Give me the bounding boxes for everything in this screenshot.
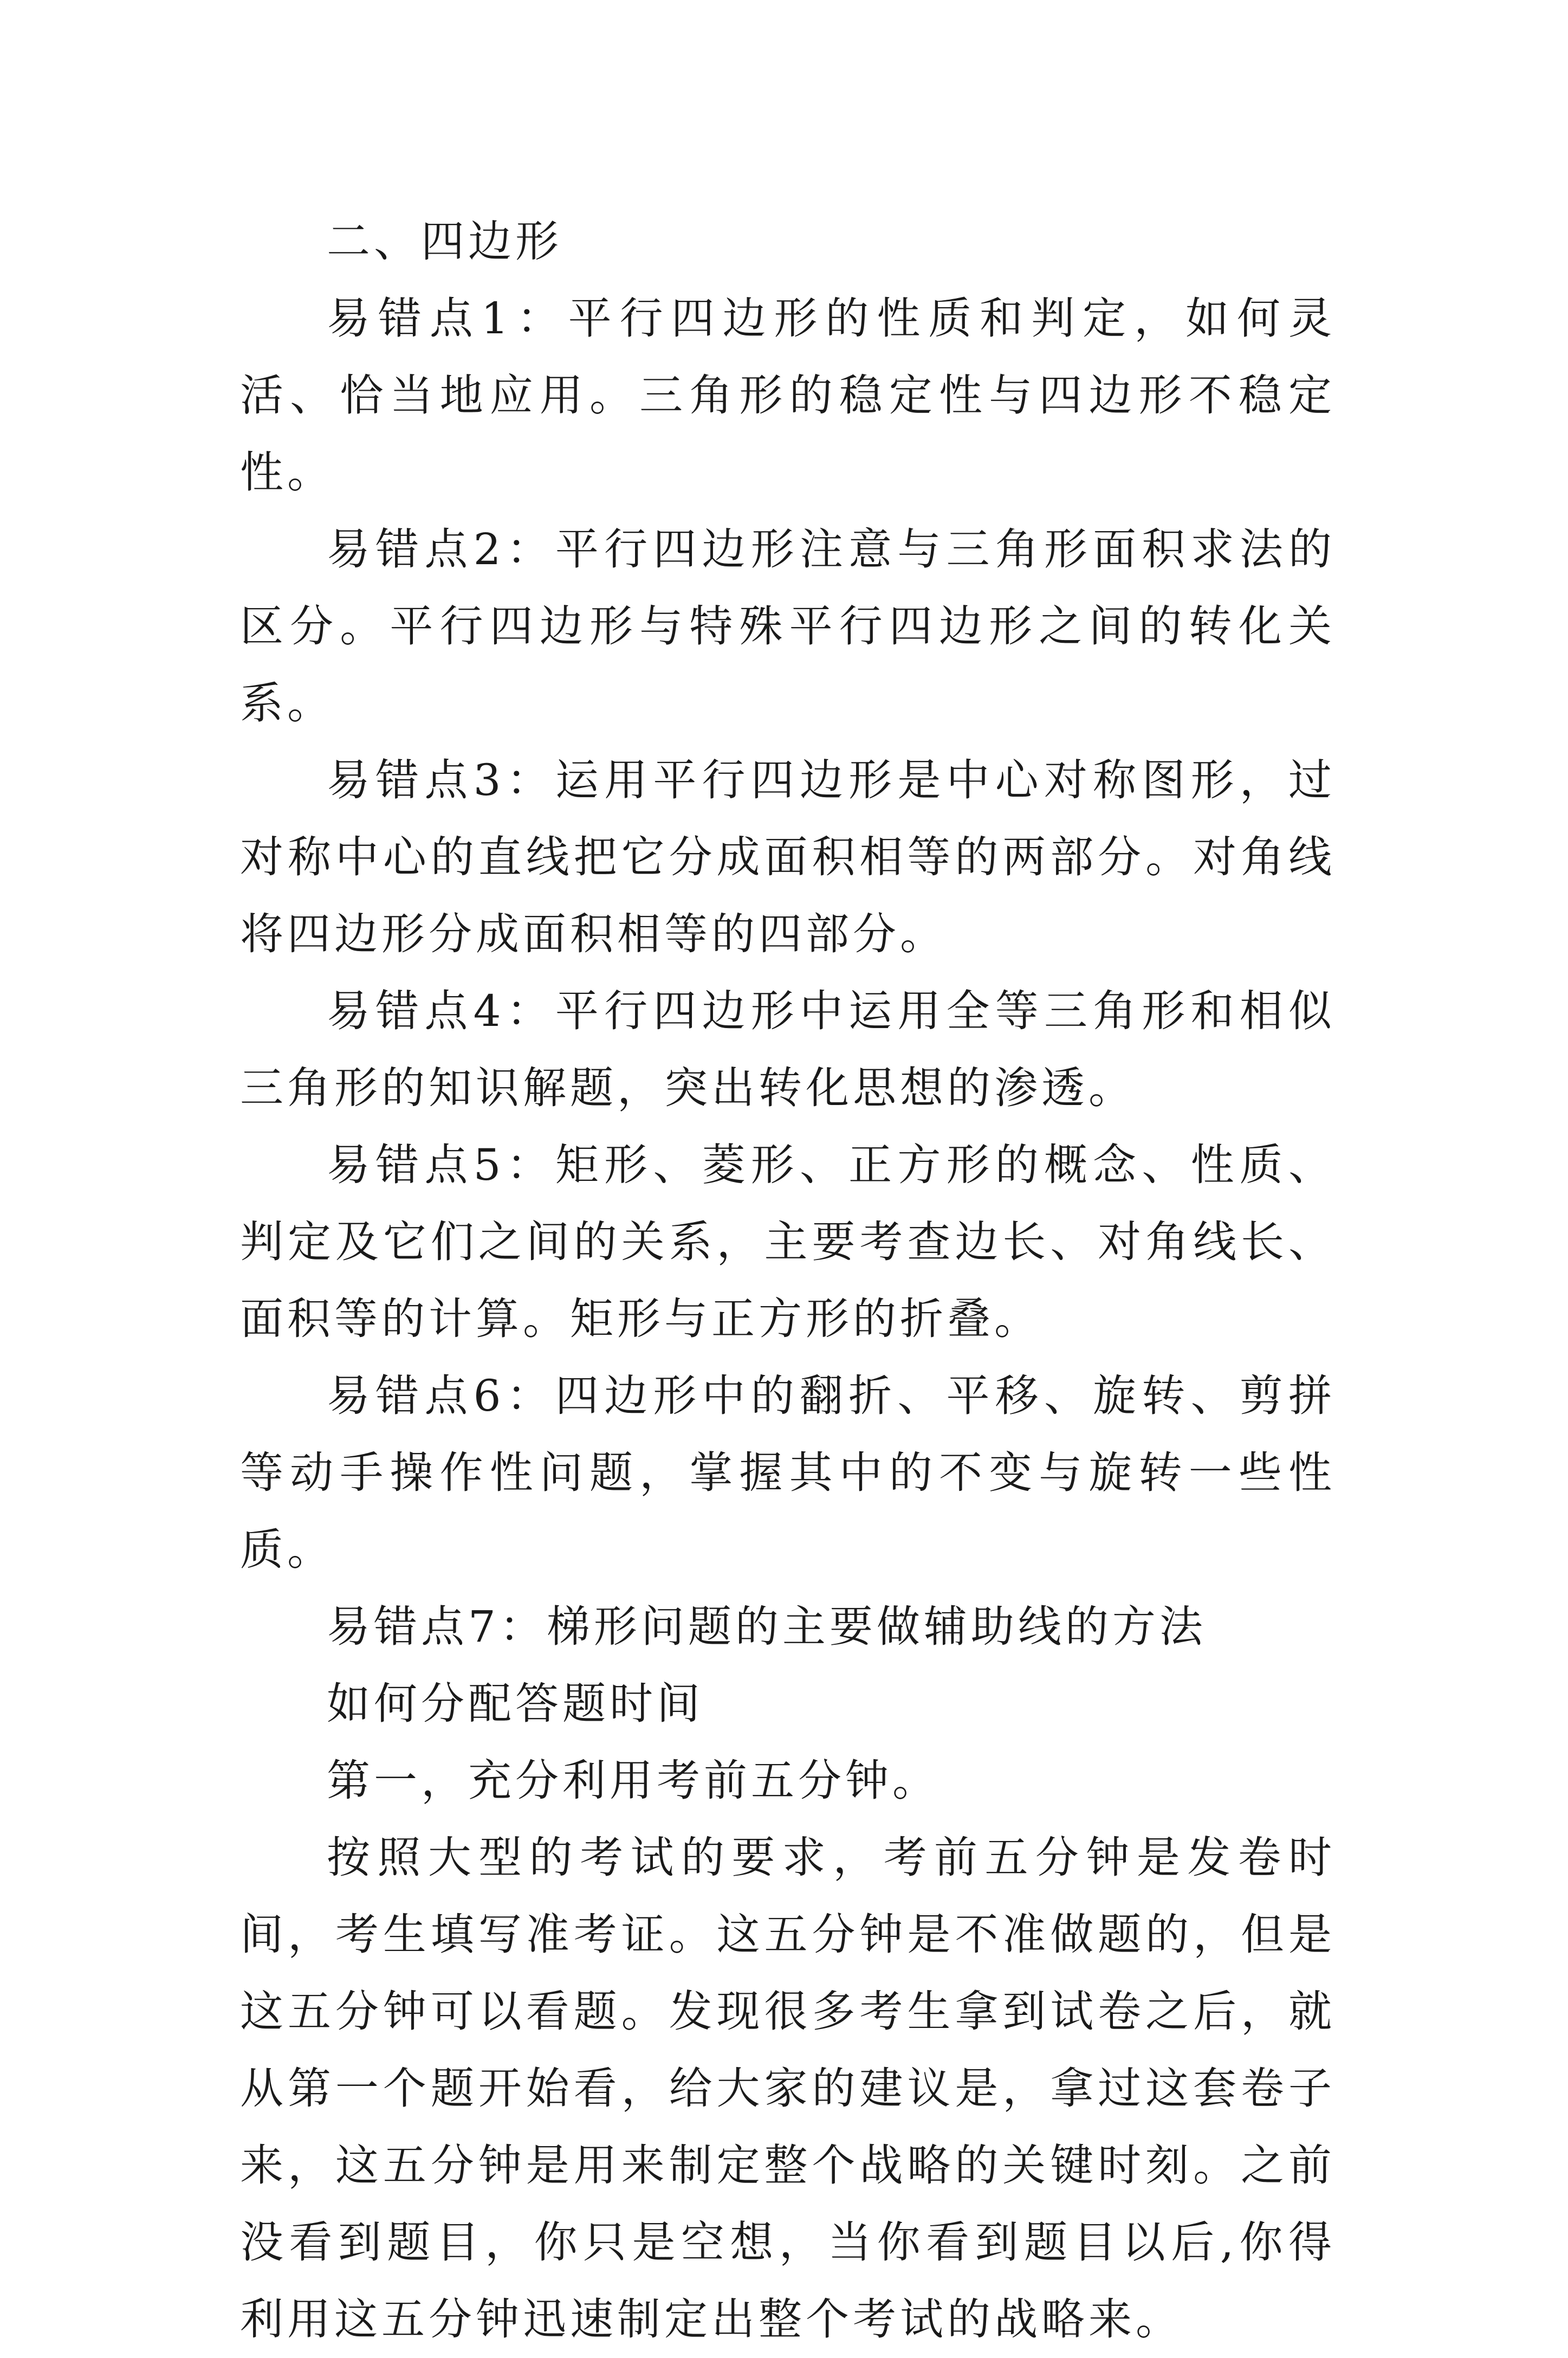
error-point-5: 易错点5：矩形、菱形、正方形的概念、性质、判定及它们之间的关系，主要考查边长、对角线长、面积等的计算。矩形与正方形的折叠。 — [240, 1140, 1336, 1344]
subtitle: 如何分配答题时间 — [327, 1678, 704, 1729]
section-title: 二、四边形 — [327, 216, 562, 267]
error-point-6: 易错点6：四边形中的翻折、平移、旋转、剪拼等动手操作性问题，掌握其中的不变与旋转一些性质。 — [240, 1371, 1336, 1575]
document-body — [240, 203, 1336, 2358]
error-point-1: 易错点1：平行四边形的性质和判定，如何灵活、恰当地应用。三角形的稳定性与四边形不稳定性。 — [240, 293, 1336, 498]
first-body-paragraph: 按照大型的考试的要求，考前五分钟是发卷时间，考生填写准考证。这五分钟是不准做题的，但是这五分钟可以看题。发现很多考生拿到试卷之后，就从第一个题开始看，给大家的建议是，拿过这套卷子来，这五分钟是用来制定整个战略的关键时刻。之前没看到题目，你只是空想，当你看到题目以后,你得利用这五分钟迅速制定出整个考试的战略来。 — [240, 1832, 1336, 2344]
first-heading: 第一，充分利用考前五分钟。 — [327, 1755, 939, 1806]
error-point-3: 易错点3：运用平行四边形是中心对称图形，过对称中心的直线把它分成面积相等的两部分。对角线将四边形分成面积相等的四部分。 — [240, 755, 1336, 959]
error-point-7: 易错点7：梯形问题的主要做辅助线的方法 — [327, 1601, 1207, 1652]
error-point-4: 易错点4：平行四边形中运用全等三角形和相似三角形的知识解题，突出转化思想的渗透。 — [240, 986, 1336, 1113]
error-point-2: 易错点2：平行四边形注意与三角形面积求法的区分。平行四边形与特殊平行四边形之间的转化关系。 — [240, 524, 1336, 728]
